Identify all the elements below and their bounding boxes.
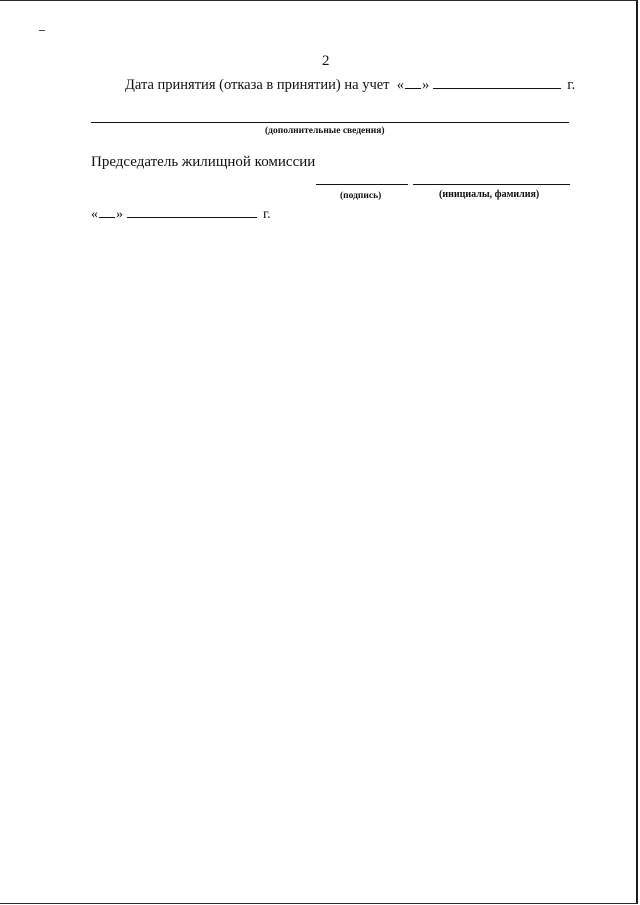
name-line[interactable] — [413, 184, 570, 185]
signing-open-quote: « — [91, 207, 98, 222]
acceptance-month-blank[interactable] — [433, 88, 561, 89]
chairman-label: Председатель жилищной комиссии — [91, 154, 316, 170]
acceptance-close-quote: » — [422, 77, 430, 93]
signing-day-blank[interactable] — [99, 217, 115, 218]
scan-mark — [39, 30, 45, 31]
additional-info-caption: (дополнительные сведения) — [265, 126, 385, 136]
acceptance-year-suffix: г. — [567, 77, 576, 93]
name-caption: (инициалы, фамилия) — [439, 189, 540, 200]
signature-caption: (подпись) — [340, 191, 382, 201]
signing-year-suffix: г. — [263, 207, 271, 222]
signing-month-blank[interactable] — [127, 217, 257, 218]
additional-info-line[interactable] — [91, 122, 569, 123]
signing-close-quote: » — [116, 207, 123, 222]
signature-line[interactable] — [316, 184, 408, 185]
acceptance-open-quote: « — [396, 77, 405, 93]
acceptance-date-line — [125, 77, 575, 94]
acceptance-label: Дата принятия (отказа в принятии) на учет — [125, 77, 390, 93]
signing-date-line — [91, 207, 271, 223]
acceptance-day-blank[interactable] — [405, 88, 421, 89]
page-number: 2 — [322, 53, 330, 69]
